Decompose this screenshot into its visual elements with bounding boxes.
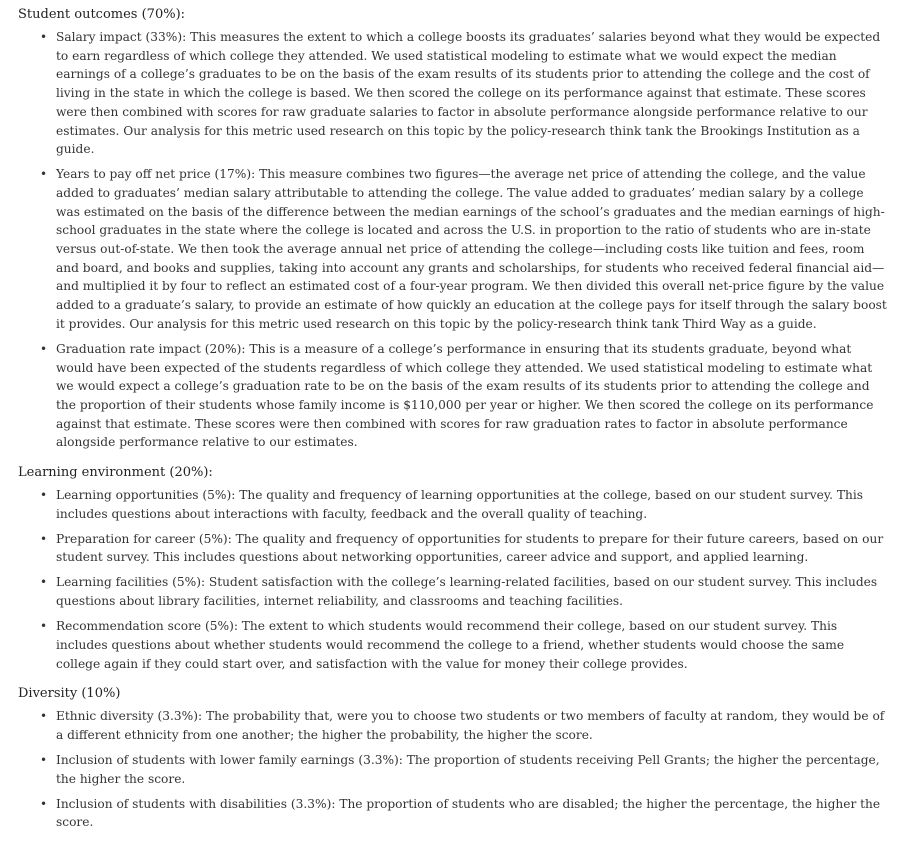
list-item <box>18 573 890 610</box>
list-item <box>18 28 890 159</box>
list-item <box>18 617 890 673</box>
bullet-icon: • <box>40 531 48 546</box>
list-item <box>18 751 890 788</box>
list-item <box>18 707 890 744</box>
list-item-text: Ethnic diversity (3.3%): The probability that, were you to choose two students or two members of faculty at random, they would be of a different ethnicity from one another; the higher the probability, the higher the score. <box>56 709 885 742</box>
section-learning-environment <box>18 464 890 673</box>
list-item-text: Inclusion of students with lower family earnings (3.3%): The proportion of students receiving Pell Grants; the higher the percentage, the higher the score. <box>56 752 880 786</box>
list-item-text: Salary impact (33%): This measures the extent to which a college boosts its graduates’ salaries beyond what they would be expected to earn regardless of which college they attended. We used statistical modeling to estimate what we would expect the median earnings of a college’s graduates to be on the basis of the exam results of its students prior to attending the college and the cost of living in the state in which the college is based. We then scored the college on its performance against that estimate. These scores were then combined with scores for raw graduate salaries to factor in absolute performance alongside performance relative to our estimates. Our analysis for this metric used research on this topic by the policy-research think tank the Brookings Institution as a guide. <box>56 30 881 157</box>
list-item-text: Learning facilities (5%): Student satisfaction with the college’s learning-related facilities, based on our student survey. This includes questions about library facilities, internet reliability, and classrooms and teaching facilities. <box>56 575 878 609</box>
list-item <box>18 530 890 567</box>
bullet-list <box>18 486 890 673</box>
list-item-text: Recommendation score (5%): The extent to which students would recommend their college, based on our student survey. This includes questions about whether students would recommend the college to a friend, whether students would choose the same college again if they could start over, and satisfaction with the value for money their college provides. <box>56 619 845 671</box>
section-diversity <box>18 685 890 832</box>
list-item <box>18 165 890 333</box>
list-item-text: Preparation for career (5%): The quality and frequency of opportunities for students to prepare for their future careers, based on our student survey. This includes questions about networking opportunities, career advice and support, and applied learning. <box>56 531 884 565</box>
list-item <box>18 340 890 452</box>
bullet-list <box>18 707 890 832</box>
list-item-text: Years to pay off net price (17%): This measure combines two figures—the average net price of attending the college, and the value added to graduates’ median salary attributable to attending the college. The value added to graduates’ median salary by a college was estimated on the basis of the difference between the median earnings of the school’s graduates and the median earnings of high-school graduates in the state where the college is located and across the U.S. in proportion to the ratio of students who are in-state versus out-of-state. We then took the average annual net price of attending the college—including costs like tuition and fees, room and board, and books and supplies, taking into account any grants and scholarships, for students who received federal financial aid—and multiplied it by four to reflect an estimated cost of a four-year program. We then divided this overall net-price figure by the value added to a graduate’s salary, to provide an estimate of how quickly an education at the college pays for itself through the salary boost it provides. Our analysis for this metric used research on this topic by the policy-research think tank Third Way as a guide. <box>56 167 887 331</box>
bullet-icon: • <box>40 167 48 182</box>
list-item-text: Graduation rate impact (20%): This is a measure of a college’s performance in ensuring that its students graduate, beyond what would have been expected of the students regardless of which college they attended. We used statistical modeling to estimate what we would expect a college’s graduation rate to be on the basis of the exam results of its students prior to attending the college and the proportion of their students whose family income is $110,000 per year or higher. We then scored the college on its performance against that estimate. These scores were then combined with scores for raw graduation rates to factor in absolute performance alongside performance relative to our estimates. <box>56 341 874 450</box>
bullet-icon: • <box>40 709 48 724</box>
bullet-icon: • <box>40 575 48 590</box>
article-body <box>18 6 890 838</box>
bullet-icon: • <box>40 30 48 44</box>
list-item <box>18 486 890 523</box>
bullet-icon: • <box>40 752 48 767</box>
bullet-list <box>18 28 890 452</box>
section-heading: Student outcomes (70%): <box>18 7 186 22</box>
list-item-text: Inclusion of students with disabilities (3.3%): The proportion of students who are disabled; the higher the percentage, the higher the score. <box>56 796 881 830</box>
bullet-icon: • <box>40 488 48 503</box>
bullet-icon: • <box>40 619 48 634</box>
section-student-outcomes <box>18 6 890 452</box>
bullet-icon: • <box>40 341 48 356</box>
bullet-icon: • <box>40 796 48 811</box>
list-item-text: Learning opportunities (5%): The quality and frequency of learning opportunities at the college, based on our student survey. This includes questions about interactions with faculty, feedback and the overall quality of teaching. <box>56 488 864 521</box>
section-heading: Diversity (10%) <box>18 686 121 702</box>
section-heading: Learning environment (20%): <box>18 465 213 481</box>
list-item <box>18 795 890 832</box>
